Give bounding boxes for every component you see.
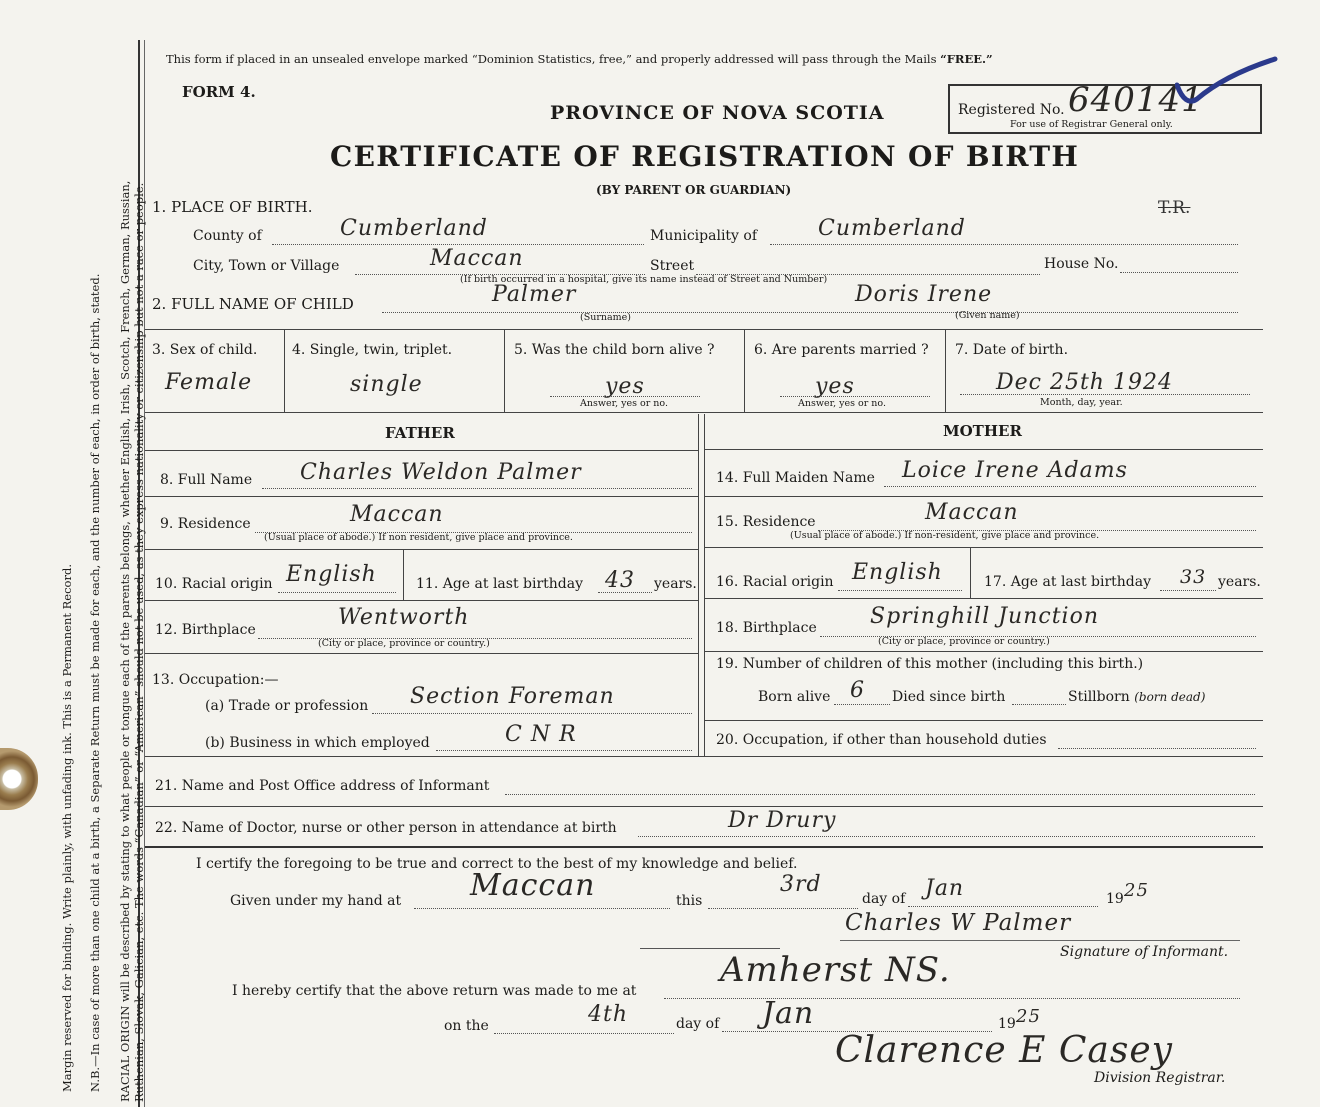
married-value: yes bbox=[815, 374, 855, 399]
mail-notice bbox=[166, 52, 993, 66]
father-residence-label: 9. Residence bbox=[160, 516, 251, 532]
checkmark-icon bbox=[1175, 55, 1285, 115]
corner-mark: T.R. bbox=[1158, 198, 1191, 218]
born-alive-label: Born alive bbox=[758, 689, 831, 705]
mother-years: years. bbox=[1218, 574, 1261, 590]
registrar-label: Division Registrar. bbox=[1094, 1070, 1226, 1086]
mail-free: “FREE.” bbox=[940, 52, 993, 66]
married-note: Answer, yes or no. bbox=[798, 398, 887, 409]
father-racial-label: 10. Racial origin bbox=[155, 576, 273, 592]
sex-value: Female bbox=[165, 370, 253, 395]
house-label: House No. bbox=[1044, 256, 1119, 272]
date-value: Dec 25th 1924 bbox=[996, 370, 1173, 395]
plurality-label: 4. Single, twin, triplet. bbox=[292, 342, 453, 358]
mother-racial: English bbox=[852, 560, 943, 585]
father-age-label: 11. Age at last birthday bbox=[416, 576, 584, 592]
given-year: 25 bbox=[1124, 880, 1149, 901]
child-name-label: 2. FULL NAME OF CHILD bbox=[152, 295, 354, 313]
certify-statement: I certify the foregoing to be true and correct to the best of my knowledge and belief. bbox=[196, 856, 798, 872]
margin-note-nb: N.B.—In case of more than one child at a birth, a Separate Return must be made for each, and the number of each, in order of birth, stated. bbox=[88, 273, 102, 1092]
mother-birthplace: Springhill Junction bbox=[870, 604, 1099, 629]
certificate-subtitle: (BY PARENT OR GUARDIAN) bbox=[596, 183, 792, 197]
father-name: Charles Weldon Palmer bbox=[300, 460, 582, 485]
given-year-prefix: 19 bbox=[1106, 891, 1124, 907]
margin-note-racial-1: RACIAL ORIGIN will be described by stating to what people or tongue each of the parents belongs, whether English, Irish, Scotch, French, German, Russian, bbox=[118, 180, 132, 1102]
alive-label: 5. Was the child born alive ? bbox=[514, 342, 715, 358]
trade-label: (a) Trade or profession bbox=[205, 698, 369, 714]
on-the-label: on the bbox=[444, 1018, 489, 1034]
place-of-birth-heading: 1. PLACE OF BIRTH. bbox=[152, 198, 313, 216]
mother-abode-note: (Usual place of abode.) If non-resident, give place and province. bbox=[790, 530, 1100, 541]
registrar-statement: I hereby certify that the above return was made to me at bbox=[232, 983, 637, 999]
doctor-label: 22. Name of Doctor, nurse or other person in attendance at birth bbox=[155, 820, 617, 836]
mother-name-label: 14. Full Maiden Name bbox=[716, 470, 875, 486]
form-number: FORM 4. bbox=[182, 83, 256, 101]
province-title: PROVINCE OF NOVA SCOTIA bbox=[550, 102, 885, 124]
punch-hole bbox=[0, 748, 38, 810]
hospital-note: (If birth occurred in a hospital, give its name instead of Street and Number) bbox=[460, 274, 828, 285]
given-day-of-label: day of bbox=[862, 891, 906, 907]
father-age: 43 bbox=[605, 568, 635, 593]
stillborn-note: (born dead) bbox=[1134, 690, 1206, 704]
died-label: Died since birth bbox=[892, 689, 1006, 705]
father-birthplace: Wentworth bbox=[338, 605, 470, 630]
father-racial: English bbox=[286, 562, 377, 587]
business-value: C N R bbox=[505, 722, 577, 747]
municipality-value: Cumberland bbox=[818, 216, 966, 241]
registrar-year-prefix: 19 bbox=[998, 1016, 1016, 1032]
county-value: Cumberland bbox=[340, 216, 488, 241]
father-abode-note: (Usual place of abode.) If non resident, give place and province. bbox=[264, 532, 573, 543]
city-label: City, Town or Village bbox=[193, 258, 340, 274]
doctor-name: Dr Drury bbox=[728, 808, 837, 833]
trade-value: Section Foreman bbox=[410, 684, 615, 709]
father-heading: FATHER bbox=[385, 424, 455, 442]
alive-note: Answer, yes or no. bbox=[580, 398, 669, 409]
father-name-label: 8. Full Name bbox=[160, 472, 253, 488]
married-label: 6. Are parents married ? bbox=[754, 342, 929, 358]
born-alive-value: 6 bbox=[850, 678, 865, 703]
given-note: (Given name) bbox=[955, 310, 1020, 321]
registered-label: Registered No. bbox=[958, 102, 1065, 118]
mother-heading: MOTHER bbox=[943, 422, 1022, 440]
mother-racial-label: 16. Racial origin bbox=[716, 574, 834, 590]
children-count-label: 19. Number of children of this mother (including this birth.) bbox=[716, 656, 1144, 672]
plurality-value: single bbox=[350, 372, 423, 397]
city-value: Maccan bbox=[430, 246, 524, 271]
mother-birthplace-label: 18. Birthplace bbox=[716, 620, 817, 636]
mother-birthplace-note: (City or place, province or country.) bbox=[878, 636, 1050, 647]
given-day: 3rd bbox=[780, 872, 822, 897]
registrar-note: For use of Registrar General only. bbox=[1010, 119, 1173, 130]
informant-label: 21. Name and Post Office address of Informant bbox=[155, 778, 490, 794]
surname-note: (Surname) bbox=[580, 312, 631, 323]
given-label: Given under my hand at bbox=[230, 893, 402, 909]
informant-signature: Charles W Palmer bbox=[845, 910, 1072, 936]
sex-label: 3. Sex of child. bbox=[152, 342, 258, 358]
stillborn-text: Stillborn bbox=[1068, 689, 1130, 705]
informant-signature-label: Signature of Informant. bbox=[1060, 944, 1229, 960]
registered-number: 640141 bbox=[1068, 80, 1204, 120]
registrar-signature: Clarence E Casey bbox=[835, 1030, 1173, 1071]
municipality-label: Municipality of bbox=[650, 228, 758, 244]
registrar-day: 4th bbox=[588, 1002, 629, 1027]
mother-age-label: 17. Age at last birthday bbox=[984, 574, 1152, 590]
registrar-month: Jan bbox=[762, 996, 815, 1031]
date-label: 7. Date of birth. bbox=[955, 342, 1069, 358]
father-years: years. bbox=[654, 576, 697, 592]
stillborn-label bbox=[1068, 689, 1205, 705]
margin-note-binding: Margin reserved for binding. Write plainly, with unfading ink. This is a Permanent Record. bbox=[60, 564, 74, 1092]
alive-value: yes bbox=[605, 374, 645, 399]
mother-age: 33 bbox=[1180, 566, 1207, 588]
mother-residence-label: 15. Residence bbox=[716, 514, 816, 530]
street-label: Street bbox=[650, 258, 695, 274]
registrar-place: Amherst NS. bbox=[720, 950, 951, 990]
given-month: Jan bbox=[925, 876, 965, 901]
given-place: Maccan bbox=[470, 868, 596, 903]
date-note: Month, day, year. bbox=[1040, 397, 1123, 408]
mail-notice-text: This form if placed in an unsealed envelope marked “Dominion Statistics, free,” and properly addressed will pass through the Mails bbox=[166, 52, 937, 66]
registrar-year: 25 bbox=[1016, 1006, 1041, 1027]
father-birthplace-label: 12. Birthplace bbox=[155, 622, 256, 638]
registrar-day-of-label: day of bbox=[676, 1016, 720, 1032]
this-label: this bbox=[676, 893, 703, 909]
father-birthplace-note: (City or place, province or country.) bbox=[318, 638, 490, 649]
county-label: County of bbox=[193, 228, 262, 244]
certificate-title: CERTIFICATE OF REGISTRATION OF BIRTH bbox=[330, 140, 1080, 173]
business-label: (b) Business in which employed bbox=[205, 735, 430, 751]
child-given-name: Doris Irene bbox=[855, 282, 993, 307]
mother-occupation-label: 20. Occupation, if other than household duties bbox=[716, 732, 1047, 748]
mother-name: Loice Irene Adams bbox=[902, 458, 1128, 483]
child-surname: Palmer bbox=[492, 282, 577, 307]
mother-residence: Maccan bbox=[925, 500, 1019, 525]
occupation-label: 13. Occupation:— bbox=[152, 672, 279, 688]
margin-note-racial-2: Ruthenian, Slovak, Galician, etc. The words “Canadian” or “American” should not be used, as they express nationality or citizenship but not a race or people. bbox=[132, 182, 146, 1102]
father-residence: Maccan bbox=[350, 502, 444, 527]
